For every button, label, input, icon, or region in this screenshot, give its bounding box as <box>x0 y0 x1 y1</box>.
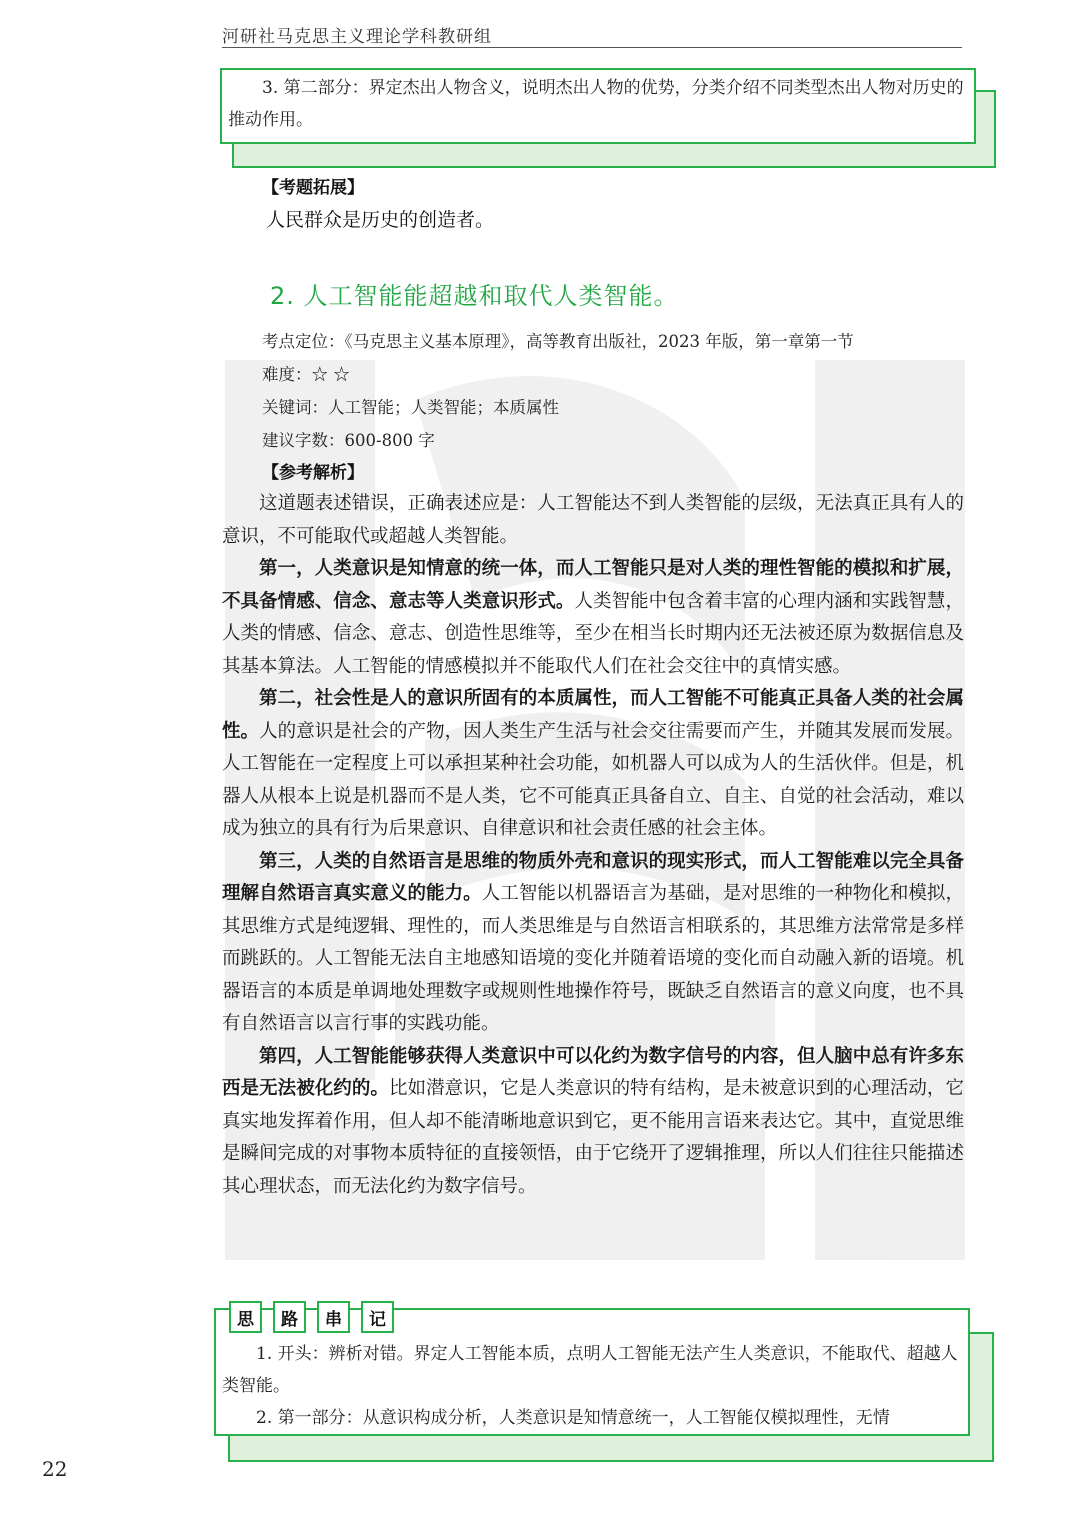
extension-text: 人民群众是历史的创造者。 <box>266 209 495 231</box>
paragraph: 第三，人类的自然语言是思维的物质外壳和意识的现实形式，而人工智能难以完全具备理解自然语言真实意义的能力。人工智能以机器语言为基础，是对思维的一种物化和模拟，其思维方式是纯逻辑、理性的，而人类思维是与自然语言相联系的，其思维方法常常是多样而跳跃的。人工智能无法自主地感知语境的变化并随着语境的变化而自动融入新的语境。机器语言的本质是单调地处理数字或规则性地操作符号，既缺乏自然语言的意义向度，也不具有自然语言以言行事的实践功能。 <box>222 850 964 1034</box>
tag-lu: 路 <box>273 1301 306 1333</box>
paragraph: 这道题表述错误，正确表述应是：人工智能达不到人类智能的层级，无法真正具有人的意识，不可能取代或超越人类智能。 <box>222 493 964 547</box>
meta-exam-point: 考点定位：《马克思主义基本原理》，高等教育出版社，2023 年版，第一章第一节 <box>262 332 854 351</box>
analysis-body <box>222 488 964 1203</box>
extension-label: 【考题拓展】 <box>262 178 364 198</box>
header-title: 河研社马克思主义理论学科教研组 <box>222 27 492 47</box>
top-box <box>220 68 976 144</box>
meta-keywords: 关键词：人工智能；人类智能；本质属性 <box>262 398 559 417</box>
meta-word-count: 建议字数：600-800 字 <box>262 431 435 450</box>
tag-si: 思 <box>229 1301 262 1333</box>
paragraph: 第一，人类意识是知情意的统一体，而人工智能只是对人类的理性智能的模拟和扩展，不具备情感、信念、意志等人类意识形式。人类智能中包含着丰富的心理内涵和实践智慧，人类的情感、信念、意志、创造性思维等，至少在相当长时期内还无法被还原为数据信息及其基本算法。人工智能的情感模拟并不能取代人们在社会交往中的真情实感。 <box>222 558 964 677</box>
tag-chuan: 串 <box>317 1301 350 1333</box>
analysis-label: 【参考解析】 <box>262 463 364 483</box>
page-number: 22 <box>42 1457 68 1481</box>
tag-ji: 记 <box>361 1301 394 1333</box>
bottom-box-item: 2. 第一部分：从意识构成分析，人类意识是知情意统一，人工智能仅模拟理性，无情 <box>256 1408 890 1428</box>
question-title: 2. 人工智能能超越和取代人类智能。 <box>270 282 679 310</box>
paragraph: 第四，人工智能能够获得人类意识中可以化约为数字信号的内容，但人脑中总有许多东西是无法被化约的。比如潜意识，它是人类意识的特有结构，是未被意识到的心理活动，它真实地发挥着作用，但人却不能清晰地意识到它，更不能用言语来表达它。其中，直觉思维是瞬间完成的对事物本质特征的直接领悟，由于它绕开了逻辑推理，所以人们往往只能描述其心理状态，而无法化约为数字信号。 <box>222 1045 964 1197</box>
header-divider <box>222 47 962 48</box>
meta-difficulty: 难度：☆ ☆ <box>262 365 350 384</box>
paragraph: 第二，社会性是人的意识所固有的本质属性，而人工智能不可能真正具备人类的社会属性。人的意识是社会的产物，因人类生产生活与社会交往需要而产生，并随其发展而发展。人工智能在一定程度上可以承担某种社会功能，如机器人可以成为人的生活伙伴。但是，机器人从根本上说是机器而不是人类，它不可能真正具备自立、自主、自觉的社会活动，难以成为独立的具有行为后果意识、自律意识和社会责任感的社会主体。 <box>222 688 964 839</box>
bottom-box-item: 1. 开头：辨析对错。界定人工智能本质，点明人工智能无法产生人类意识，不能取代、超越人类智能。 <box>222 1344 958 1396</box>
top-box-text: 3. 第二部分：界定杰出人物含义，说明杰出人物的优势，分类介绍不同类型杰出人物对历史的推动作用。 <box>228 78 964 130</box>
